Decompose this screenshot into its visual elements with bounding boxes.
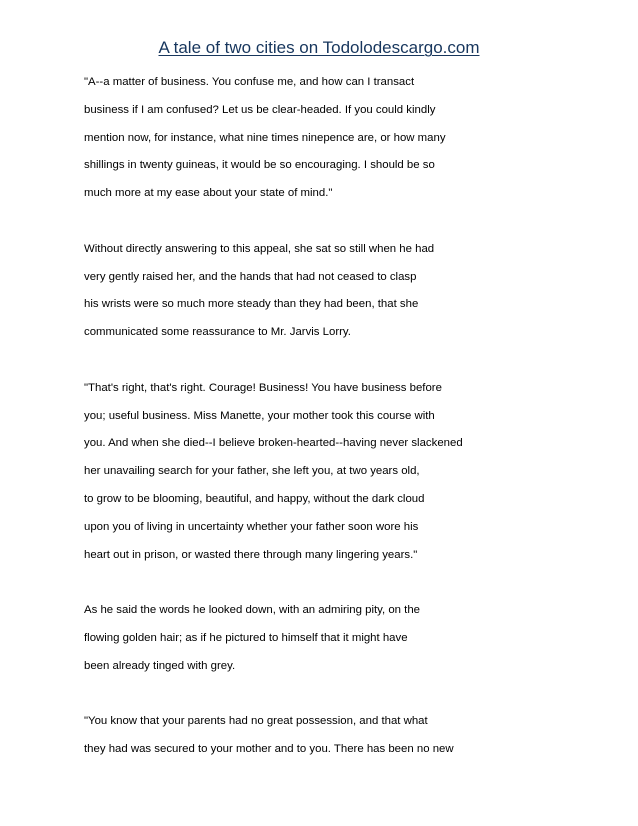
text-line: his wrists were so much more steady than they had been, that she xyxy=(84,298,419,311)
text-line: As he said the words he looked down, with an admiring pity, on the xyxy=(84,604,421,617)
paragraph-3 xyxy=(84,375,584,570)
document-body xyxy=(84,69,584,764)
paragraph-spacer xyxy=(84,347,584,375)
text-line: they had was secured to your mother and to you. There has been no new xyxy=(84,743,454,756)
text-line: shillings in twenty guineas, it would be so encouraging. I should be so xyxy=(84,159,435,172)
text-line: Without directly answering to this appeal, she sat so still when he had xyxy=(84,242,435,255)
paragraph-1 xyxy=(84,69,584,208)
text-line: much more at my ease about your state of mind." xyxy=(84,187,333,200)
text-line: mention now, for instance, what nine times ninepence are, or how many xyxy=(84,131,446,144)
text-line: business if I am confused? Let us be clear-headed. If you could kindly xyxy=(84,103,436,116)
paragraph-4 xyxy=(84,597,584,680)
text-line: "You know that your parents had no great possession, and that what xyxy=(84,715,428,728)
text-line: heart out in prison, or wasted there through many lingering years." xyxy=(84,548,418,561)
text-line: been already tinged with grey. xyxy=(84,659,236,672)
text-line: "That's right, that's right. Courage! Business! You have business before xyxy=(84,381,442,394)
paragraph-spacer xyxy=(84,569,584,597)
paragraph-spacer xyxy=(84,681,584,709)
text-line: communicated some reassurance to Mr. Jarvis Lorry. xyxy=(84,326,351,339)
text-line: her unavailing search for your father, she left you, at two years old, xyxy=(84,465,420,478)
text-line: very gently raised her, and the hands that had not ceased to clasp xyxy=(84,270,417,283)
text-line: you. And when she died--I believe broken-hearted--having never slackened xyxy=(84,437,463,450)
text-line: to grow to be blooming, beautiful, and happy, without the dark cloud xyxy=(84,492,425,505)
text-line: you; useful business. Miss Manette, your mother took this course with xyxy=(84,409,435,422)
text-line: upon you of living in uncertainty whether your father soon wore his xyxy=(84,520,419,533)
text-line: flowing golden hair; as if he pictured to himself that it might have xyxy=(84,631,408,644)
paragraph-5 xyxy=(84,708,584,764)
text-line: "A--a matter of business. You confuse me, and how can I transact xyxy=(84,76,415,88)
paragraph-spacer xyxy=(84,208,584,236)
page-title-link[interactable]: A tale of two cities on Todolodescargo.com xyxy=(158,38,480,57)
paragraph-2 xyxy=(84,236,584,347)
